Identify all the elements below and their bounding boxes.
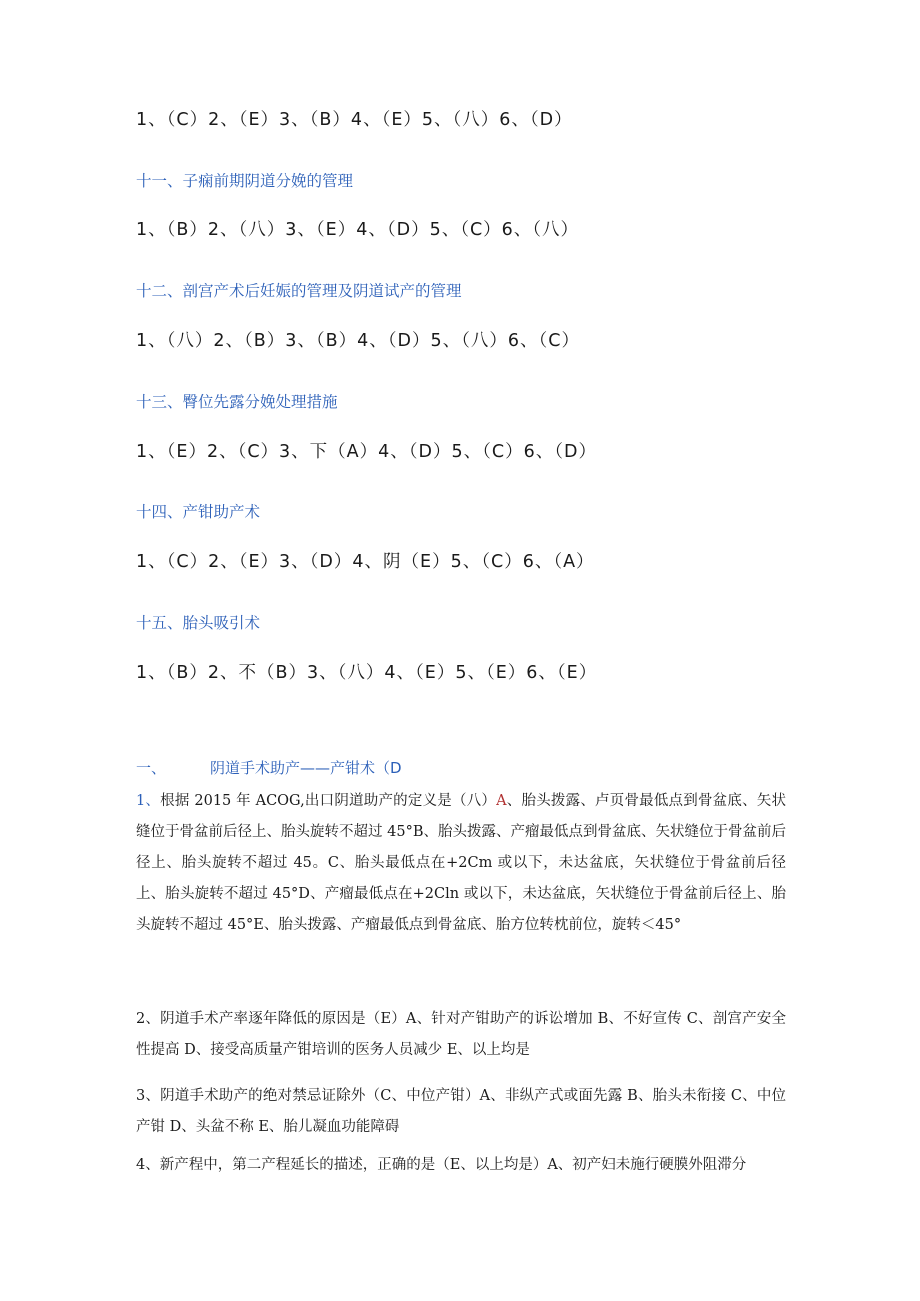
section-heading: 十一、子痫前期阴道分娩的管理 bbox=[136, 172, 354, 190]
answer-line: 1、（B）2、不（B）3、（八）4、（E）5、（E）6、（E） bbox=[136, 663, 598, 683]
section-one-number: 一、 bbox=[136, 759, 167, 777]
question-options: 、胎头拨露、卢页骨最低点到骨盆底、矢状缝位于骨盆前后径上、胎头旋转不超过 45°B、胎头拨露、产瘤最低点到骨盆底、矢状缝位于骨盆前后径上、胎头旋转不超过 45。C、胎头最低点在+2Cm 或以下，未达盆底，矢状缝位于骨盆前后径上、胎头旋转不超过 45°D、产瘤最低点在+2Cln 或以下，未达盆底，矢状缝位于骨盆前后径上、胎头旋转不超过 45°E、胎头拨露、产瘤最低点到骨盆底、胎方位转枕前位，旋转＜45° bbox=[136, 793, 786, 933]
question-1 bbox=[136, 786, 786, 941]
question-text: 阴道手术产率逐年降低的原因是（E）A、针对产钳助产的诉讼增加 B、不好宣传 C、剖宫产安全性提高 D、接受高质量产钳培训的医务人员减少 E、以上均是 bbox=[136, 1011, 786, 1058]
section-heading: 十二、剖宫产术后妊娠的管理及阴道试产的管理 bbox=[136, 282, 462, 300]
answer-line: 1、（C）2、（E）3、（D）4、阴（E）5、（C）6、（A） bbox=[136, 552, 595, 572]
section-heading: 十五、胎头吸引术 bbox=[136, 614, 261, 632]
question-number: 2、 bbox=[136, 1011, 161, 1027]
section-one-title bbox=[136, 757, 402, 778]
section-heading: 十三、臀位先露分娩处理措施 bbox=[136, 393, 338, 411]
question-number: 3、 bbox=[136, 1088, 161, 1104]
question-text: 根据 2015 年 ACOG,出口阴道助产的定义是（八） bbox=[160, 793, 497, 809]
question-number: 1、 bbox=[136, 793, 161, 809]
question-3 bbox=[136, 1081, 786, 1143]
question-highlight: A bbox=[496, 793, 507, 809]
section-one-text: 阴道手术助产——产钳术（D bbox=[210, 759, 402, 777]
question-4 bbox=[136, 1150, 786, 1181]
question-text: 阴道手术助产的绝对禁忌证除外（C、中位产钳）A、非纵产式或面先露 B、胎头未衔接 C、中位产钳 D、头盆不称 E、胎儿凝血功能障碍 bbox=[136, 1088, 787, 1135]
question-2 bbox=[136, 1004, 786, 1066]
section-heading: 十四、产钳助产术 bbox=[136, 503, 261, 521]
answer-line: 1、（八）2、（B）3、（B）4、（D）5、（八）6、（C） bbox=[136, 331, 581, 351]
answer-line: 1、（E）2、（C）3、下（A）4、（D）5、（C）6、（D） bbox=[136, 442, 597, 462]
question-text: 新产程中，第二产程延长的描述，正确的是（E、以上均是）A、初产妇未施行硬膜外阻滞分 bbox=[159, 1157, 747, 1173]
answer-line: 1、（C）2、（E）3、（B）4、（E）5、（八）6、（D） bbox=[136, 110, 573, 130]
answer-line: 1、（B）2、（八）3、（E）4、（D）5、（C）6、（八） bbox=[136, 220, 580, 240]
question-number: 4、 bbox=[136, 1157, 160, 1173]
